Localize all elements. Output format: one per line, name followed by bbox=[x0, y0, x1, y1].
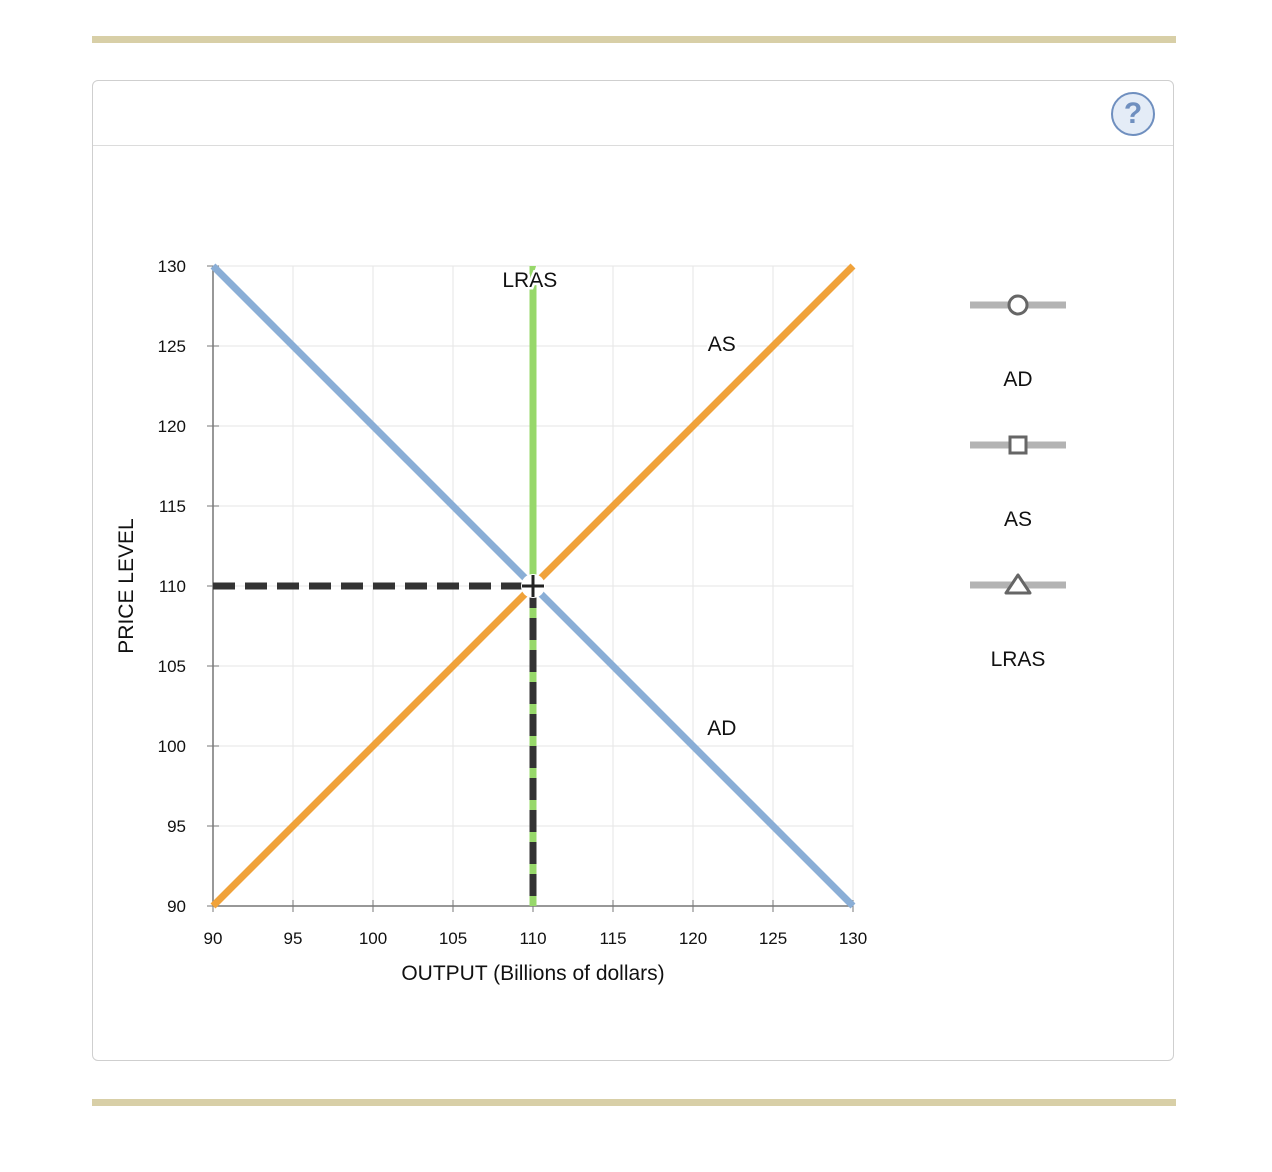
curve-label-lras: LRAS bbox=[502, 268, 558, 292]
x-tick-label: 95 bbox=[283, 929, 303, 948]
x-tick-label: 100 bbox=[358, 929, 388, 948]
legend-label-lras: LRAS bbox=[990, 648, 1046, 671]
y-tick-label: 105 bbox=[157, 657, 186, 676]
legend-label-ad: AD bbox=[1003, 368, 1033, 391]
x-tick-label: 110 bbox=[519, 929, 547, 948]
x-axis-title: OUTPUT (Billions of dollars) bbox=[401, 962, 665, 985]
y-tick-label: 90 bbox=[167, 897, 186, 916]
y-tick-label: 110 bbox=[158, 577, 186, 596]
x-tick-label: 130 bbox=[838, 929, 868, 948]
question-icon: ? bbox=[1123, 97, 1143, 130]
circle-marker-icon bbox=[1009, 296, 1027, 314]
y-tick-label: 95 bbox=[167, 817, 186, 836]
curve-label-ad: AD bbox=[707, 716, 737, 740]
y-axis-title: PRICE LEVEL bbox=[115, 518, 138, 654]
x-tick-label: 120 bbox=[678, 929, 708, 948]
x-tick-label: 115 bbox=[599, 929, 627, 948]
x-tick-label: 105 bbox=[438, 929, 468, 948]
legend-label-as: AS bbox=[1003, 508, 1033, 531]
x-tick-label: 90 bbox=[203, 929, 223, 948]
curve-label-as: AS bbox=[707, 332, 736, 356]
y-tick-label: 115 bbox=[158, 497, 186, 516]
y-tick-label: 100 bbox=[157, 737, 186, 756]
y-tick-label: 125 bbox=[157, 337, 186, 356]
x-tick-label: 125 bbox=[758, 929, 788, 948]
square-marker-icon bbox=[1010, 437, 1026, 453]
y-tick-label: 120 bbox=[157, 417, 186, 436]
y-tick-label: 130 bbox=[157, 257, 186, 276]
